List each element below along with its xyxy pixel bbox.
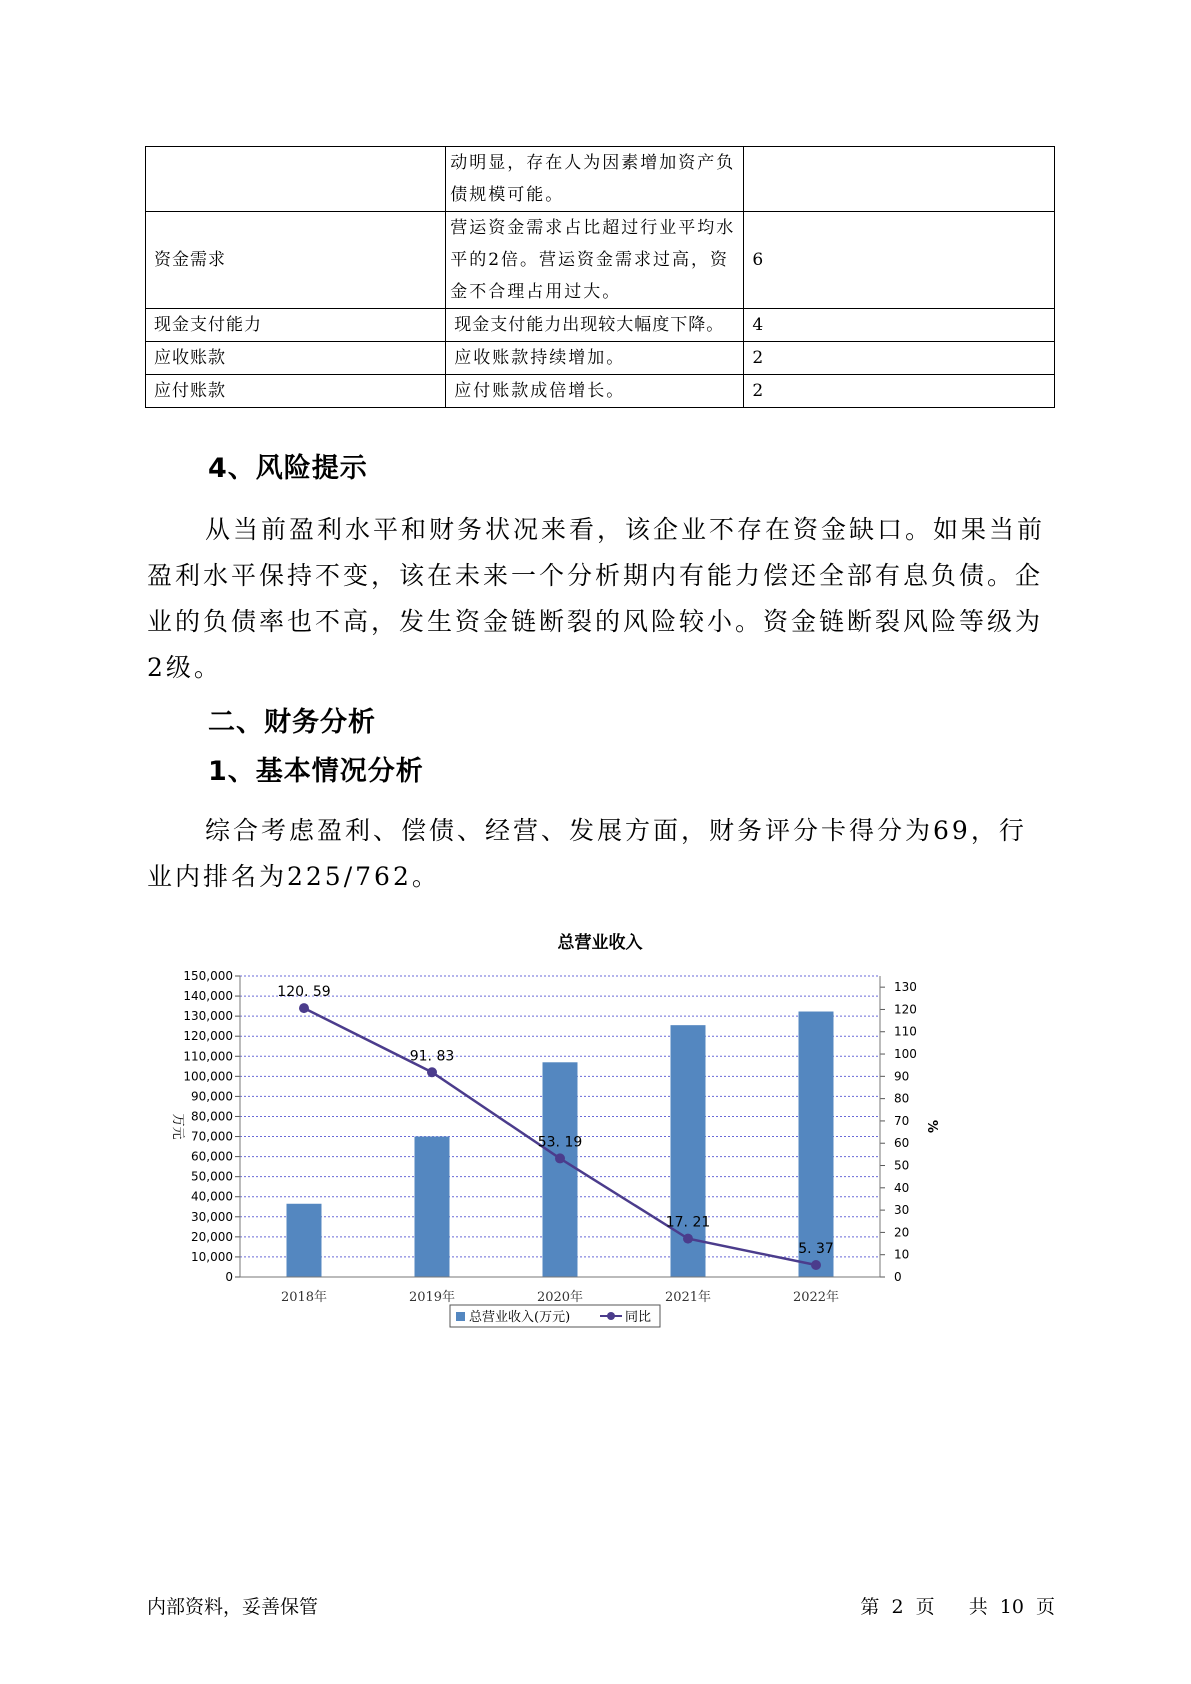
y-tick-label: 40,000 xyxy=(191,1189,233,1204)
chart-legend xyxy=(450,1305,660,1327)
data-label: 53. 19 xyxy=(537,1134,583,1151)
section-heading-risk: 4、风险提示 xyxy=(208,453,368,484)
table-cell-item: 资金需求 xyxy=(146,212,446,309)
table-cell-desc: 应收账款持续增加。 xyxy=(446,342,744,375)
x-tick-label: 2021年 xyxy=(664,1290,712,1305)
y-axis-title: 万元 xyxy=(170,1113,185,1140)
data-label: 91. 83 xyxy=(409,1048,455,1065)
table-cell-item: 现金支付能力 xyxy=(146,309,446,342)
table-cell-desc: 应付账款成倍增长。 xyxy=(446,375,744,408)
y-tick-label: 90,000 xyxy=(191,1089,233,1104)
legend-swatch-bar xyxy=(456,1312,465,1321)
table-row xyxy=(146,309,1055,342)
footer-confidential: 内部资料，妥善保管 xyxy=(147,1596,319,1618)
line-point xyxy=(683,1234,693,1244)
table-row xyxy=(146,342,1055,375)
bar xyxy=(799,1012,834,1277)
chart-title: 总营业收入 xyxy=(557,933,643,953)
y2-tick-label: 10 xyxy=(894,1247,910,1262)
footer-page-label: 第 xyxy=(860,1596,880,1618)
y2-tick-label: 30 xyxy=(894,1203,910,1218)
y2-tick-label: 50 xyxy=(894,1158,910,1173)
table-row xyxy=(146,375,1055,408)
line-point xyxy=(427,1067,437,1077)
y-tick-label: 80,000 xyxy=(191,1109,233,1124)
bar xyxy=(543,1062,578,1277)
table-cell-desc: 现金支付能力出现较大幅度下降。 xyxy=(446,309,744,342)
line-point xyxy=(555,1153,565,1163)
x-tick-label: 2019年 xyxy=(408,1290,456,1305)
footer-page-number xyxy=(854,1592,1055,1619)
x-tick-label: 2022年 xyxy=(792,1290,840,1305)
data-label: 5. 37 xyxy=(798,1241,834,1258)
footer-total-label: 共 xyxy=(968,1596,988,1618)
y2-tick-label: 90 xyxy=(894,1069,910,1084)
y2-tick-label: 80 xyxy=(894,1091,910,1106)
sub-heading-basic: 1、基本情况分析 xyxy=(208,756,424,787)
y2-tick-label: 130 xyxy=(894,980,917,995)
legend-label: 同比 xyxy=(625,1310,652,1325)
data-label: 17. 21 xyxy=(665,1214,711,1231)
footer-page-num: 2 xyxy=(891,1596,904,1618)
table-cell-score: 2 xyxy=(744,375,1055,408)
table-cell-item: 应付账款 xyxy=(146,375,446,408)
y2-tick-label: 60 xyxy=(894,1136,910,1151)
y-tick-label: 110,000 xyxy=(183,1049,233,1064)
y2-tick-label: 40 xyxy=(894,1180,910,1195)
footer-page-label: 页 xyxy=(915,1596,935,1618)
footer-total-label: 页 xyxy=(1035,1596,1055,1618)
table-cell-item xyxy=(146,147,446,212)
line-point xyxy=(299,1003,309,1013)
x-tick-label: 2018年 xyxy=(280,1290,328,1305)
table-cell-score: 6 xyxy=(744,212,1055,309)
y-tick-label: 150,000 xyxy=(183,969,233,983)
table-cell-desc: 营运资金需求占比超过行业平均水平的2倍。营运资金需求过高，资金不合理占用过大。 xyxy=(446,212,744,309)
indicator-table xyxy=(145,146,1055,408)
bar xyxy=(287,1204,322,1277)
risk-paragraph: 从当前盈利水平和财务状况来看，该企业不存在资金缺口。如果当前盈利水平保持不变，该在未来一个分析期内有能力偿还全部有息负债。企业的负债率也不高，发生资金链断裂的风险较小。资金链断裂风险等级为2级。 xyxy=(147,515,1046,682)
line-point xyxy=(811,1260,821,1270)
y2-tick-label: 100 xyxy=(894,1047,917,1062)
summary-paragraph: 综合考虑盈利、偿债、经营、发展方面，财务评分卡得分为69，行业内排名为225/762。 xyxy=(147,816,1027,891)
y-tick-label: 10,000 xyxy=(191,1249,233,1264)
y2-axis-title: % xyxy=(924,1119,939,1134)
y2-tick-label: 120 xyxy=(894,1002,917,1017)
table-cell-score xyxy=(744,147,1055,212)
revenue-chart xyxy=(170,930,1030,1380)
y-tick-label: 70,000 xyxy=(191,1129,233,1144)
y-tick-label: 30,000 xyxy=(191,1209,233,1224)
y-tick-label: 50,000 xyxy=(191,1169,233,1184)
x-tick-label: 2020年 xyxy=(536,1290,584,1305)
y2-tick-label: 0 xyxy=(894,1270,902,1284)
y-tick-label: 0 xyxy=(225,1270,233,1284)
table-cell-score: 2 xyxy=(744,342,1055,375)
table-row xyxy=(146,212,1055,309)
legend-swatch-point xyxy=(607,1312,615,1320)
y-tick-label: 60,000 xyxy=(191,1149,233,1164)
footer-total-num: 10 xyxy=(999,1596,1024,1618)
table-cell-score: 4 xyxy=(744,309,1055,342)
y2-tick-label: 110 xyxy=(894,1024,917,1039)
y-tick-label: 100,000 xyxy=(183,1069,233,1084)
y-tick-label: 120,000 xyxy=(183,1029,233,1044)
y-tick-label: 140,000 xyxy=(183,989,233,1004)
data-label: 120. 59 xyxy=(277,984,331,1001)
bar xyxy=(415,1137,450,1277)
table-cell-desc: 动明显，存在人为因素增加资产负债规模可能。 xyxy=(446,147,744,212)
y2-tick-label: 70 xyxy=(894,1113,910,1128)
y2-tick-label: 20 xyxy=(894,1225,910,1240)
y-tick-label: 130,000 xyxy=(183,1009,233,1024)
table-cell-item: 应收账款 xyxy=(146,342,446,375)
part-heading-financial: 二、财务分析 xyxy=(208,707,376,738)
table-row xyxy=(146,147,1055,212)
legend-label: 总营业收入(万元) xyxy=(469,1310,571,1325)
y-tick-label: 20,000 xyxy=(191,1229,233,1244)
